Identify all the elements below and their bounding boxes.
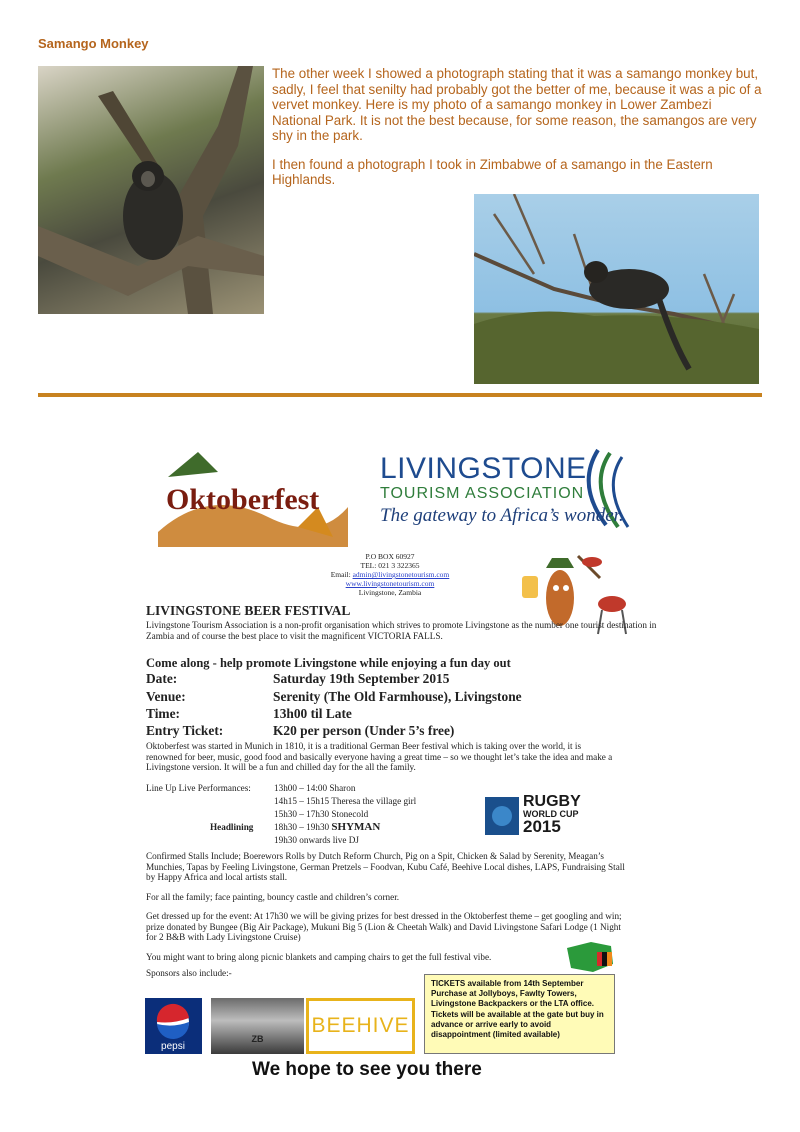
lta-subtitle: TOURISM ASSOCIATION (380, 485, 585, 502)
lta-title: LIVINGSTONE (380, 452, 587, 485)
detail-ticket-value: K20 per person (Under 5’s free) (273, 723, 455, 738)
article-paragraph-1: The other week I showed a photograph stating that it was a samango monkey but, sadly, I feel that senilty had probably got the better of me, because it was a pic of a vervet monkey. Here is my photo of a samango monkey in Lower Zambezi National Park. It is not the best because, for some reason, the samangos are very shy in the park. (272, 66, 762, 143)
contact-pobox: P.O BOX 60927 (365, 552, 415, 561)
oktoberfest-logo (148, 447, 353, 552)
beehive-logo-text: BEEHIVE (311, 1014, 410, 1037)
contact-email-link[interactable]: admin@livingstonetourism.com (352, 570, 450, 579)
headliner-row (274, 821, 380, 834)
zb-beer-logo (211, 998, 304, 1054)
contact-location: Livingstone, Zambia (358, 588, 422, 597)
lineup-item-dj: 19h30 onwards live DJ (274, 835, 359, 845)
closing-message: We hope to see you there (252, 1059, 482, 1080)
rugby-logo-line3: 2015 (523, 817, 561, 836)
rugby-world-cup-logo (485, 793, 589, 836)
contact-tel: TEL: 021 3 322365 (360, 561, 420, 570)
article-paragraph-2: I then found a photograph I took in Zimbabwe of a samango in the Eastern Highlands. (272, 156, 713, 187)
tickets-info-box (424, 974, 615, 1054)
lineup-item-3: 15h30 – 17h30 Stonecold (274, 809, 369, 819)
contact-block (300, 552, 480, 597)
bring-along: You might want to bring along picnic blankets and camping chairs to get the full festival vibe. (146, 952, 492, 962)
article-heading: Samango Monkey (38, 36, 149, 51)
contact-email-label: Email: (330, 570, 353, 579)
family-activities: For all the family; face painting, bouncy castle and children’s corner. (146, 892, 400, 902)
detail-venue-label: Venue: (146, 689, 186, 704)
detail-date-label: Date: (146, 671, 178, 686)
rugby-logo-line1: RUGBY (523, 793, 581, 810)
headliner-time: 18h30 – 19h30 (274, 822, 332, 832)
contact-website-link[interactable]: www.livingstonetourism.com (345, 579, 435, 588)
contact-email-row (300, 570, 480, 579)
confirmed-stalls: Confirmed Stalls Include; Boerewors Rolls by Dutch Reform Church, Pig on a Spit, Chicken & Salad by Serenity, Meagan’s Munchies, Tapas by Feeling Livingstone, German Pretzels – Foodvan, Kubu Café, Beehive Local dishes, LAPS, Fundraising Stall by Happy Africa and local artists stall. (146, 851, 625, 883)
rugby-logo-line2: WORLD CUP (523, 809, 579, 819)
lta-tagline: The gateway to Africa’s wonder. (380, 505, 624, 526)
detail-time-value: 13h00 til Late (273, 706, 352, 721)
article-body (272, 66, 762, 201)
headlining-label: Headlining (210, 822, 254, 832)
lineup-label: Line Up Live Performances: (146, 783, 251, 793)
headliner-name: SHYMAN (331, 821, 381, 833)
detail-date-value: Saturday 19th September 2015 (273, 671, 450, 686)
pepsi-logo-text: pepsi (161, 1041, 185, 1052)
detail-venue-value: Serenity (The Old Farmhouse), Livingstone (273, 689, 522, 704)
tickets-purchase-info: TICKETS available from 14th September Purchase at Jollyboys, Fawlty Towers, Livingstone Backpackers or the LTA office. (431, 979, 594, 1009)
sponsors-label: Sponsors also include:- (146, 968, 232, 978)
tickets-gate-info: Tickets will be available at the gate but buy in advance or arrive early to avoid disappointment (limited available) (431, 1009, 604, 1040)
oktoberfest-logo-text: Oktoberfest (166, 483, 320, 516)
festival-intro: Livingstone Tourism Association is a non-profit organisation which strives to promote Livingstone as the number one tourist destination in Zambia and of course the best place to visit the magnificent VICTORIA FALLS. (146, 620, 657, 641)
lineup-item-1: 13h00 – 14:00 Sharon (274, 783, 356, 793)
zb-logo-text: ZB (251, 1034, 264, 1044)
samango-photo-lower-zambezi (38, 66, 264, 314)
beehive-logo (306, 998, 415, 1054)
best-dressed-prizes: Get dressed up for the event: At 17h30 we will be giving prizes for best dressed in the Oktoberfest theme – get googling and win; prize donated by Bungee (Big Air Package), Mukuni Big 5 (Lion & Cheetah Walk) and David Livingstone Safari Lodge (1 Night for 2 B&B with Lady Livingstone Cruise) (146, 911, 622, 943)
detail-ticket-label: Entry Ticket: (146, 723, 224, 738)
samango-photo-eastern-highlands (474, 194, 759, 384)
pepsi-logo (145, 998, 202, 1054)
about-oktoberfest: Oktoberfest was started in Munich in 1810, it is a traditional German Beer festival which is taking over the world, it is renowned for beer, music, good food and basically everyone having a great time – so we thought let’s take the idea and make a Livingstone version. It will be a fun and chilled day for the all the family. (146, 741, 613, 773)
zambia-flag-illustration (563, 938, 615, 975)
festival-title: LIVINGSTONE BEER FESTIVAL (146, 603, 351, 618)
section-divider (38, 393, 762, 397)
come-along-line: Come along - help promote Livingstone while enjoying a fun day out (146, 656, 511, 670)
detail-time-label: Time: (146, 706, 180, 721)
lineup-item-2: 14h15 – 15h15 Theresa the village girl (274, 796, 417, 806)
